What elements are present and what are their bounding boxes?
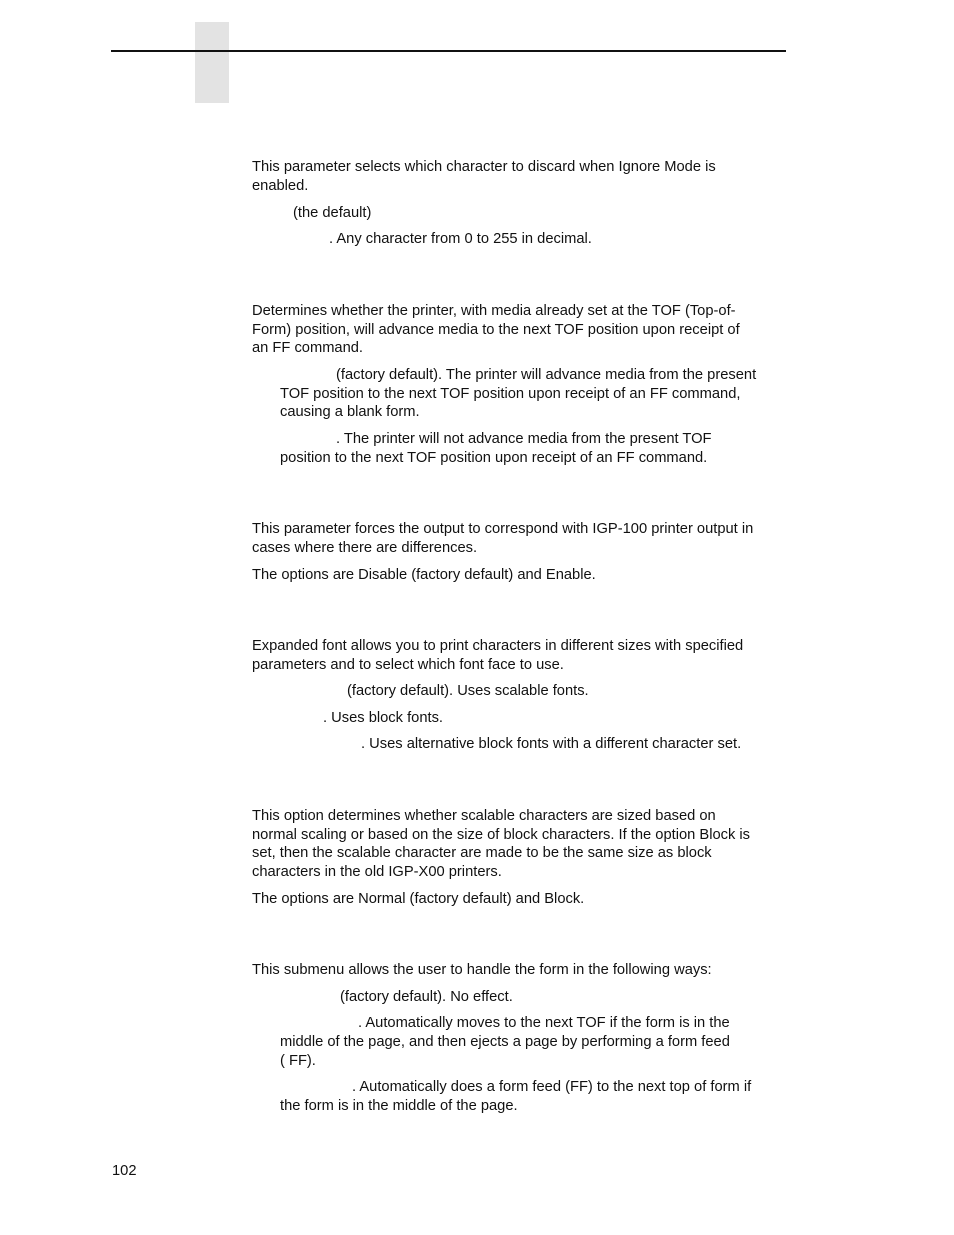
ff-tof-disable-line-1: . The printer will not advance media from the present TOF [336,431,712,447]
igp100-desc-line-1: This parameter forces the output to correspond with IGP-100 printer output in [252,521,754,537]
expanded-font-desc-line-2: parameters and to select which font face to use. [252,657,564,673]
form-handling-desc: This submenu allows the user to handle the form in the following ways: [252,962,712,978]
expanded-font-desc-line-1: Expanded font allows you to print characters in different sizes with specified [252,638,744,654]
ff-tof-desc-line-2: Form) position, will advance media to the next TOF position upon receipt of [252,322,740,338]
scalable-size-options: The options are Normal (factory default) and Block. [252,891,585,907]
page-number: 102 [112,1163,137,1179]
form-handling-ff-line-1: . Automatically does a form feed (FF) to the next top of form if [352,1079,752,1095]
igp100-options: The options are Disable (factory default) and Enable. [252,567,596,583]
form-handling-tof-ff-line-3: ( FF). [280,1053,316,1069]
form-handling-tof-ff-line-1: . Automatically moves to the next TOF if the form is in the [358,1015,730,1031]
scalable-size-desc-line-3: set, then the scalable character are made to be the same size as block [252,845,712,861]
ff-tof-enable-line-2: TOF position to the next TOF position upon receipt of an FF command, [280,386,741,402]
ff-tof-desc-line-1: Determines whether the printer, with media already set at the TOF (Top-of- [252,303,736,319]
expanded-font-option-scalable: (factory default). Uses scalable fonts. [347,683,589,699]
ignore-char-desc-line-1: This parameter selects which character to discard when Ignore Mode is [252,159,716,175]
expanded-font-option-block: . Uses block fonts. [323,710,443,726]
ff-tof-enable-line-1: (factory default). The printer will advance media from the present [336,367,757,383]
ignore-char-option-default: (the default) [293,205,372,221]
ff-tof-disable-line-2: position to the next TOF position upon receipt of an FF command. [280,450,708,466]
ignore-char-option-range: . Any character from 0 to 255 in decimal. [329,231,592,247]
scalable-size-desc-line-2: normal scaling or based on the size of block characters. If the option Block is [252,827,750,843]
form-handling-ff-line-2: the form is in the middle of the page. [280,1098,518,1114]
chapter-tab [195,22,229,103]
ff-tof-enable-line-3: causing a blank form. [280,404,420,420]
igp100-desc-line-2: cases where there are differences. [252,540,478,556]
ff-tof-desc-line-3: an FF command. [252,340,364,356]
expanded-font-option-alt-block: . Uses alternative block fonts with a different character set. [361,736,742,752]
scalable-size-desc-line-4: characters in the old IGP-X00 printers. [252,864,502,880]
form-handling-tof-ff-line-2: middle of the page, and then ejects a page by performing a form feed [280,1034,730,1050]
ignore-char-desc-line-2: enabled. [252,178,309,194]
form-handling-option-none: (factory default). No effect. [340,989,513,1005]
scalable-size-desc-line-1: This option determines whether scalable characters are sized based on [252,808,716,824]
header-rule [111,50,786,52]
